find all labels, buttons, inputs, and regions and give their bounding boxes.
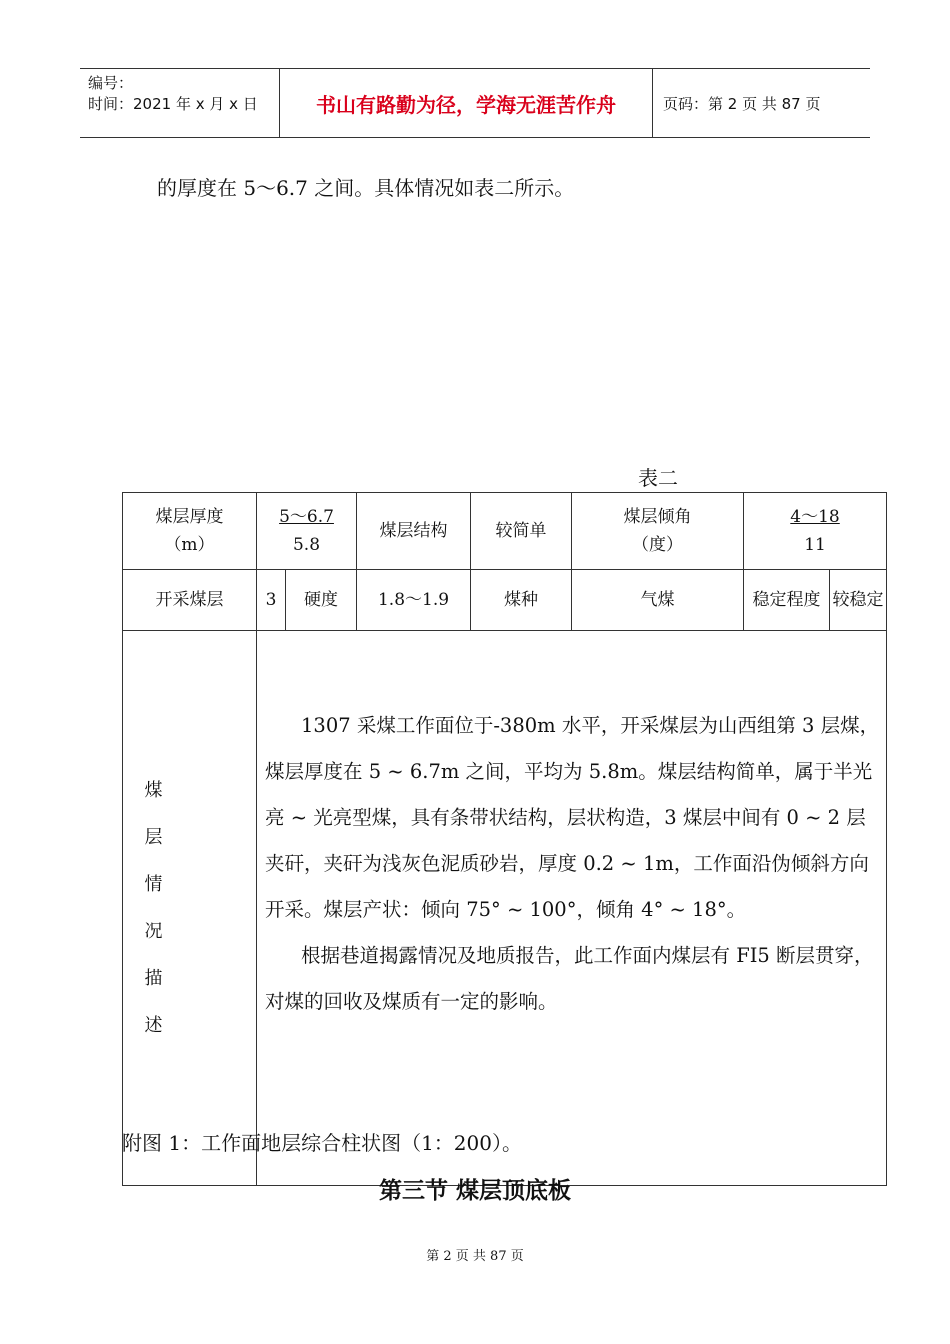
page-footer: 第 2 页 共 87 页 [426, 1249, 524, 1264]
page-header [80, 68, 870, 138]
hardness-label: 硬度 [286, 570, 357, 631]
stability-value: 较稳定 [830, 570, 887, 631]
time-label: 时间：2021 年 x 月 x 日 [88, 95, 258, 113]
coal-type-value: 气煤 [572, 570, 744, 631]
table-row [123, 570, 887, 631]
figure-note: 附图 1：工作面地层综合柱状图（1：200）。 [122, 1131, 522, 1155]
table-caption: 表二 [638, 466, 678, 490]
stability-label: 稳定程度 [744, 570, 830, 631]
section-title: 第三节 煤层顶底板 [378, 1178, 571, 1204]
intro-text: 的厚度在 5～6.7 之间。具体情况如表二所示。 [157, 176, 575, 200]
seam-value: 3 [257, 570, 286, 631]
thickness-label: 煤层厚度（m） [123, 493, 257, 570]
structure-value: 较简单 [471, 493, 572, 570]
seam-label: 开采煤层 [123, 570, 257, 631]
dip-label: 煤层倾角（度） [572, 493, 744, 570]
description-paragraph-1: 1307 采煤工作面位于-380m 水平，开采煤层为山西组第 3 层煤，煤层厚度在 5 ~ 6.7m 之间，平均为 5.8m。煤层结构简单，属于半光亮 ~ 光亮型煤，具有条带状结构，层状构造，3 煤层中间有 0 ~ 2 层夹矸，夹矸为浅灰色泥质砂岩，厚度 0.2 ~ 1m，工作面沿伪倾斜方向开采。煤层产状：倾向 75° ~ 100°，倾角 4° ~ 18°。 [265, 714, 880, 921]
description-text [257, 631, 887, 1186]
hardness-value: 1.8～1.9 [357, 570, 471, 631]
description-paragraph-2: 根据巷道揭露情况及地质报告，此工作面内煤层有 FI5 断层贯穿，对煤的回收及煤质有一定的影响。 [265, 944, 874, 1013]
code-label: 编号： [88, 74, 134, 92]
coal-seam-table [122, 492, 887, 1186]
header-meta [80, 69, 280, 137]
description-label: 煤 层 情 况 描 述 [144, 779, 163, 1036]
dip-value: 4～18 11 [744, 493, 887, 570]
header-page-info: 页码：第 2 页 共 87 页 [663, 94, 821, 113]
coal-type-label: 煤种 [471, 570, 572, 631]
thickness-value: 5～6.7 5.8 [257, 493, 357, 570]
structure-label: 煤层结构 [357, 493, 471, 570]
table-row [123, 631, 887, 1186]
header-slogan: 书山有路勤为径，学海无涯苦作舟 [280, 69, 653, 137]
table-row [123, 493, 887, 570]
description-label-cell [123, 631, 257, 1186]
